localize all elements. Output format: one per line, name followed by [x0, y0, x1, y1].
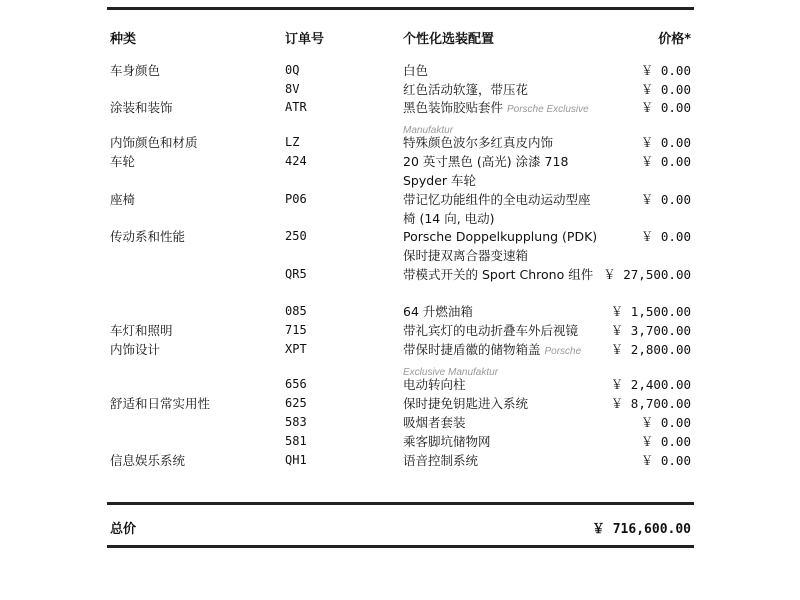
row-desc: 黑色装饰胶贴套件 Porsche Exclusive Manufaktur: [403, 100, 589, 136]
row-price: ￥ 0.00: [640, 229, 691, 244]
row-category: 内饰设计: [110, 342, 161, 357]
row-desc: 吸烟者套装: [403, 415, 466, 430]
top-divider: [107, 7, 694, 10]
header-order-code: 订单号: [285, 32, 325, 47]
row-price: ￥ 2,800.00: [610, 342, 691, 357]
row-price: ￥ 0.00: [640, 82, 691, 97]
header-category: 种类: [110, 32, 137, 47]
row-code: P06: [285, 192, 307, 206]
row-price: ￥ 0.00: [640, 100, 691, 115]
row-code: QR5: [285, 267, 307, 281]
row-code: 715: [285, 323, 307, 337]
row-desc: 电动转向柱: [403, 377, 466, 392]
row-desc: Porsche Doppelkupplung (PDK) 保时捷双离合器变速箱: [403, 229, 598, 263]
row-price: ￥ 8,700.00: [610, 396, 691, 411]
row-price: ￥ 1,500.00: [610, 304, 691, 319]
row-code: QH1: [285, 453, 307, 467]
row-code: ATR: [285, 100, 307, 114]
manufaktur-note: Porsche Exclusive Manufaktur: [403, 346, 582, 378]
row-price: ￥ 0.00: [640, 192, 691, 207]
row-category: 内饰颜色和材质: [110, 135, 198, 150]
row-category: 座椅: [110, 192, 136, 207]
row-desc: 带保时捷盾徽的储物箱盖 Porsche Exclusive Manufaktur: [403, 342, 582, 378]
row-category: 车轮: [110, 154, 136, 169]
row-price: ￥ 3,700.00: [610, 323, 691, 338]
row-desc: 乘客脚坑储物网: [403, 434, 491, 449]
header-option: 个性化选装配置: [403, 32, 495, 47]
total-value: ￥ 716,600.00: [591, 522, 691, 537]
row-code: 0Q: [285, 63, 300, 77]
row-code: 8V: [285, 82, 300, 96]
total-label: 总价: [110, 522, 137, 537]
row-code: XPT: [285, 342, 307, 356]
row-code: 625: [285, 396, 307, 410]
row-category: 涂装和装饰: [110, 100, 173, 115]
row-desc: 白色: [403, 63, 429, 78]
row-code: 581: [285, 434, 307, 448]
table-bottom-divider: [107, 502, 694, 505]
row-code: 583: [285, 415, 307, 429]
row-desc: 语音控制系统: [403, 453, 479, 468]
row-price: ￥ 0.00: [640, 154, 691, 169]
row-desc: 20 英寸黑色 (高光) 涂漆 718 Spyder 车轮: [403, 154, 569, 188]
row-category: 车身颜色: [110, 63, 161, 78]
row-price: ￥ 0.00: [640, 415, 691, 430]
row-desc: 64 升燃油箱: [403, 304, 473, 319]
row-code: 085: [285, 304, 307, 318]
row-desc: 带记忆功能组件的全电动运动型座椅 (14 向, 电动): [403, 192, 591, 226]
manufaktur-note: Porsche Exclusive Manufaktur: [403, 104, 589, 136]
row-code: 424: [285, 154, 307, 168]
row-code: 656: [285, 377, 307, 391]
row-price: ￥ 0.00: [640, 434, 691, 449]
row-price: ￥ 0.00: [640, 63, 691, 78]
header-price: 价格*: [658, 32, 691, 47]
row-category: 传动系和性能: [110, 229, 186, 244]
row-desc: 特殊颜色波尔多红真皮内饰: [403, 135, 554, 150]
row-price: ￥ 0.00: [640, 453, 691, 468]
row-category: 车灯和照明: [110, 323, 173, 338]
row-category: 信息娱乐系统: [110, 453, 186, 468]
row-desc: 带模式开关的 Sport Chrono 组件: [403, 267, 594, 282]
row-category: 舒适和日常实用性: [110, 396, 211, 411]
row-code: 250: [285, 229, 307, 243]
row-price: ￥ 27,500.00: [603, 267, 691, 282]
row-desc: 红色活动软篷，带压花: [403, 82, 529, 97]
row-price: ￥ 2,400.00: [610, 377, 691, 392]
total-divider: [107, 545, 694, 548]
row-price: ￥ 0.00: [640, 135, 691, 150]
row-code: LZ: [285, 135, 300, 149]
row-desc: 带礼宾灯的电动折叠车外后视镜: [403, 323, 579, 338]
row-desc: 保时捷免钥匙进入系统: [403, 396, 529, 411]
